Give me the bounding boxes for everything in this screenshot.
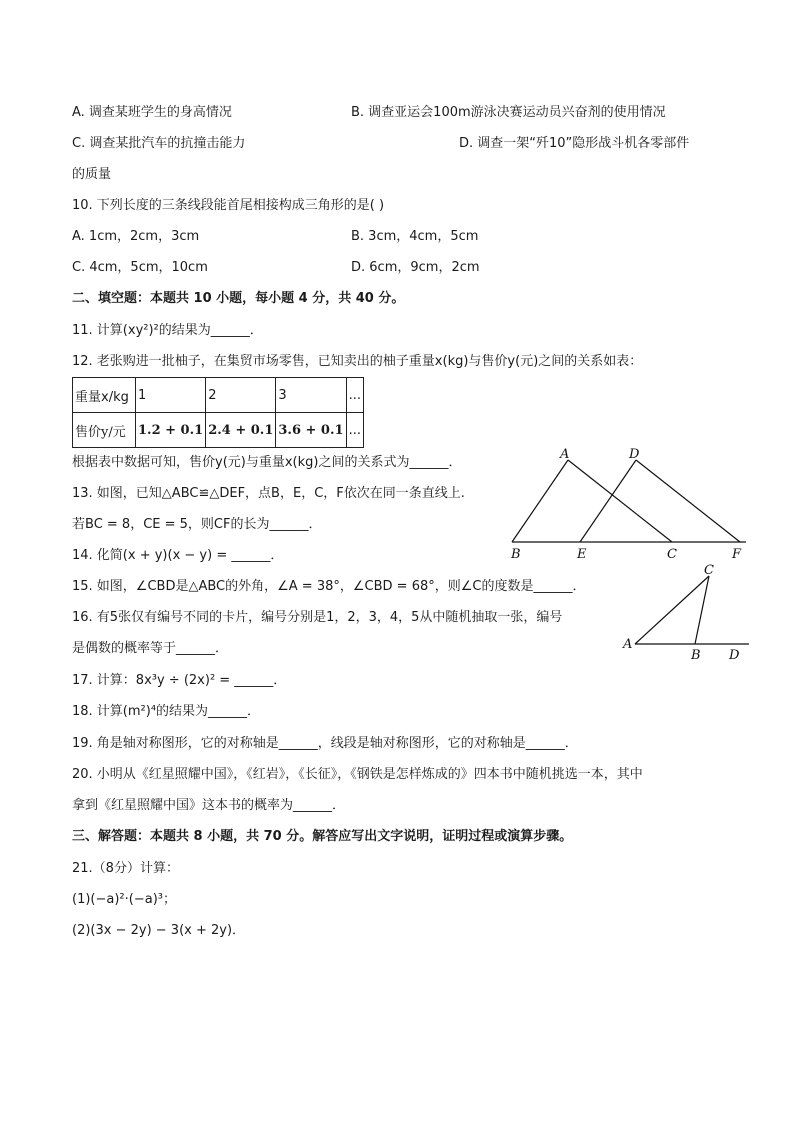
q15-figure — [615, 560, 765, 666]
q11-text: 11. 计算(xy²)²的结果为______． — [72, 323, 263, 338]
q16-line1: 16. 有5张仅有编号不同的卡片，编号分别是1，2，3，4，5从中随机抽取一张，编号 — [72, 610, 563, 625]
table-cell: 3 — [276, 378, 346, 413]
q21-stem: 21.（8分）计算： — [72, 861, 179, 876]
label-a: A — [560, 447, 570, 462]
table-cell: 售价y/元 — [73, 413, 136, 448]
label-d: D — [729, 648, 740, 663]
q10-option-a: A. 1cm，2cm，3cm — [72, 229, 200, 244]
line-ac — [635, 576, 709, 644]
label-d: D — [629, 447, 640, 462]
q12-table — [72, 377, 364, 448]
q9-option-c: C. 调查某批汽车的抗撞击能力 — [72, 136, 246, 151]
q18-text: 18. 计算(m²)⁴的结果为______． — [72, 704, 261, 719]
q10-option-c: C. 4cm，5cm，10cm — [72, 260, 208, 275]
line-df — [636, 460, 740, 542]
label-e: E — [577, 547, 587, 562]
q10-stem: 10. 下列长度的三条线段能首尾相接构成三角形的是( ) — [72, 198, 385, 213]
label-b: B — [691, 648, 701, 663]
q13-figure — [500, 446, 760, 566]
table-cell: ... — [346, 413, 363, 448]
table-row — [73, 413, 364, 448]
section2-heading: 二、填空题：本题共 10 小题，每小题 4 分，共 40 分。 — [72, 291, 405, 306]
table-row — [73, 378, 364, 413]
q17-text: 17. 计算：8x³y ÷ (2x)² = ______． — [72, 673, 287, 688]
label-c: C — [667, 547, 677, 562]
q21-part2: (2)(3x − 2y) − 3(x + 2y)． — [72, 923, 246, 938]
q13-line2: 若BC = 8，CE = 5，则CF的长为______． — [72, 517, 322, 532]
q12-stem: 12. 老张购进一批柚子，在集贸市场零售，已知卖出的柚子重量x(kg)与售价y(元)之间的关系如表： — [72, 354, 643, 369]
q9-option-d-cont: 的质量 — [72, 167, 112, 182]
q21-part1: (1)(−a)²·(−a)³； — [72, 892, 176, 907]
q12-after: 根据表中数据可知，售价y(元)与重量x(kg)之间的关系式为______． — [72, 455, 462, 470]
q9-option-d: D. 调查一架“歼10”隐形战斗机各零部件 — [459, 136, 690, 151]
q16-line2: 是偶数的概率等于______． — [72, 641, 229, 656]
table-cell: 1 — [136, 378, 206, 413]
section3-heading: 三、解答题：本题共 8 小题，共 70 分。解答应写出文字说明，证明过程或演算步骤。 — [72, 829, 573, 844]
q10-option-b: B. 3cm，4cm，5cm — [351, 229, 479, 244]
label-f: F — [732, 547, 742, 562]
line-ac — [568, 460, 672, 542]
table-cell: 1.2 + 0.1 — [136, 413, 206, 448]
q14-text: 14. 化简(x + y)(x − y) = ______． — [72, 548, 284, 563]
q13-line1: 13. 如图，已知△ABC≌△DEF，点B，E，C，F依次在同一条直线上. — [72, 486, 465, 501]
q20-line1: 20. 小明从《红星照耀中国》，《红岩》，《长征》，《钢铁是怎样炼成的》四本书中随机挑选一本，其中 — [72, 767, 643, 782]
q15-text: 15. 如图，∠CBD是△ABC的外角，∠A = 38°，∠CBD = 68°，则∠C的度数是______． — [72, 579, 586, 594]
table-cell: 3.6 + 0.1 — [276, 413, 346, 448]
q19-text: 19. 角是轴对称图形，它的对称轴是______，线段是轴对称图形，它的对称轴是______． — [72, 736, 578, 751]
q9-option-a: A. 调查某班学生的身高情况 — [72, 105, 232, 120]
label-b: B — [511, 547, 521, 562]
table-cell: 2 — [206, 378, 276, 413]
label-a: A — [623, 637, 633, 652]
table-cell: 重量x/kg — [73, 378, 136, 413]
line-de — [580, 460, 636, 542]
q10-option-d: D. 6cm，9cm，2cm — [351, 260, 480, 275]
q9-option-b: B. 调查亚运会100m游泳决赛运动员兴奋剂的使用情况 — [351, 105, 666, 120]
line-ab — [512, 460, 568, 542]
label-c: C — [704, 563, 714, 578]
table-cell: ... — [346, 378, 363, 413]
table-cell: 2.4 + 0.1 — [206, 413, 276, 448]
q20-line2: 拿到《红星照耀中国》这本书的概率为______． — [72, 798, 346, 813]
